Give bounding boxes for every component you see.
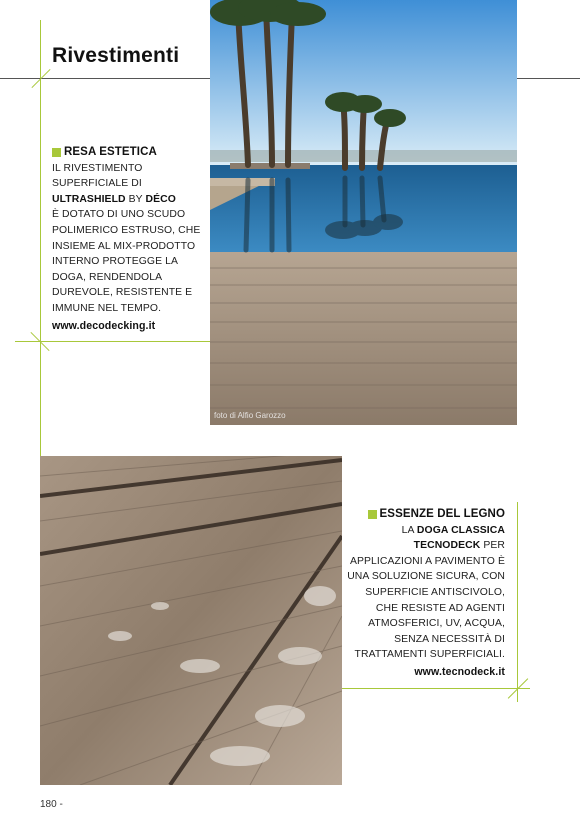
wet-wood-deck-photo — [40, 456, 342, 785]
website-link-tecnodeck[interactable]: www.tecnodeck.it — [414, 665, 505, 678]
photo-credit: foto di Alfio Garozzo — [214, 411, 286, 420]
header-rule-right — [517, 78, 580, 79]
page-title: Rivestimenti — [52, 44, 180, 67]
page-number: 180 - — [40, 799, 63, 810]
website-link-decodecking[interactable]: www.decodecking.it — [52, 319, 156, 332]
pool-deck-illustration — [210, 0, 517, 425]
accent-square-icon — [368, 510, 377, 519]
accent-square-icon — [52, 148, 61, 157]
section-heading-essenze-del-legno: ESSENZE DEL LEGNO — [342, 507, 505, 523]
section1-rule — [15, 341, 210, 342]
section2-vertical — [517, 502, 518, 702]
header-rule-left — [0, 78, 210, 79]
section-resa-estetica: RESA ESTETICA IL RIVESTIMENTO SUPERFICIALE DI ULTRASHIELD BY DÉCO È DOTATO DI UNO SCUDO POLIMERICO ESTRUSO, CHE INSIEME AL MIX-PRODOTTO INTERNO PROTEGGE LA DOGA, RENDENDOLA DUREVOLE, RESISTENTE E IMMUNE NEL TEMPO. www.decodecking.it — [52, 145, 210, 334]
section2-rule — [342, 688, 530, 689]
wood-deck-illustration — [40, 456, 342, 785]
section-essenze-del-legno: ESSENZE DEL LEGNO LA DOGA CLASSICA TECNODECK PER APPLICAZIONI A PAVIMENTO È UNA SOLUZIONE SICURA, CON SUPERFICIE ANTISCIVOLO, CHE RESISTE AD AGENTI ATMOSFERICI, UV, ACQUA, SENZA NECESSITÀ DI TRATTAMENTI SUPERFICIALI. www.tecnodeck.it — [342, 507, 505, 681]
pool-deck-photo — [210, 0, 517, 425]
section-heading-resa-estetica: RESA ESTETICA — [52, 145, 210, 161]
